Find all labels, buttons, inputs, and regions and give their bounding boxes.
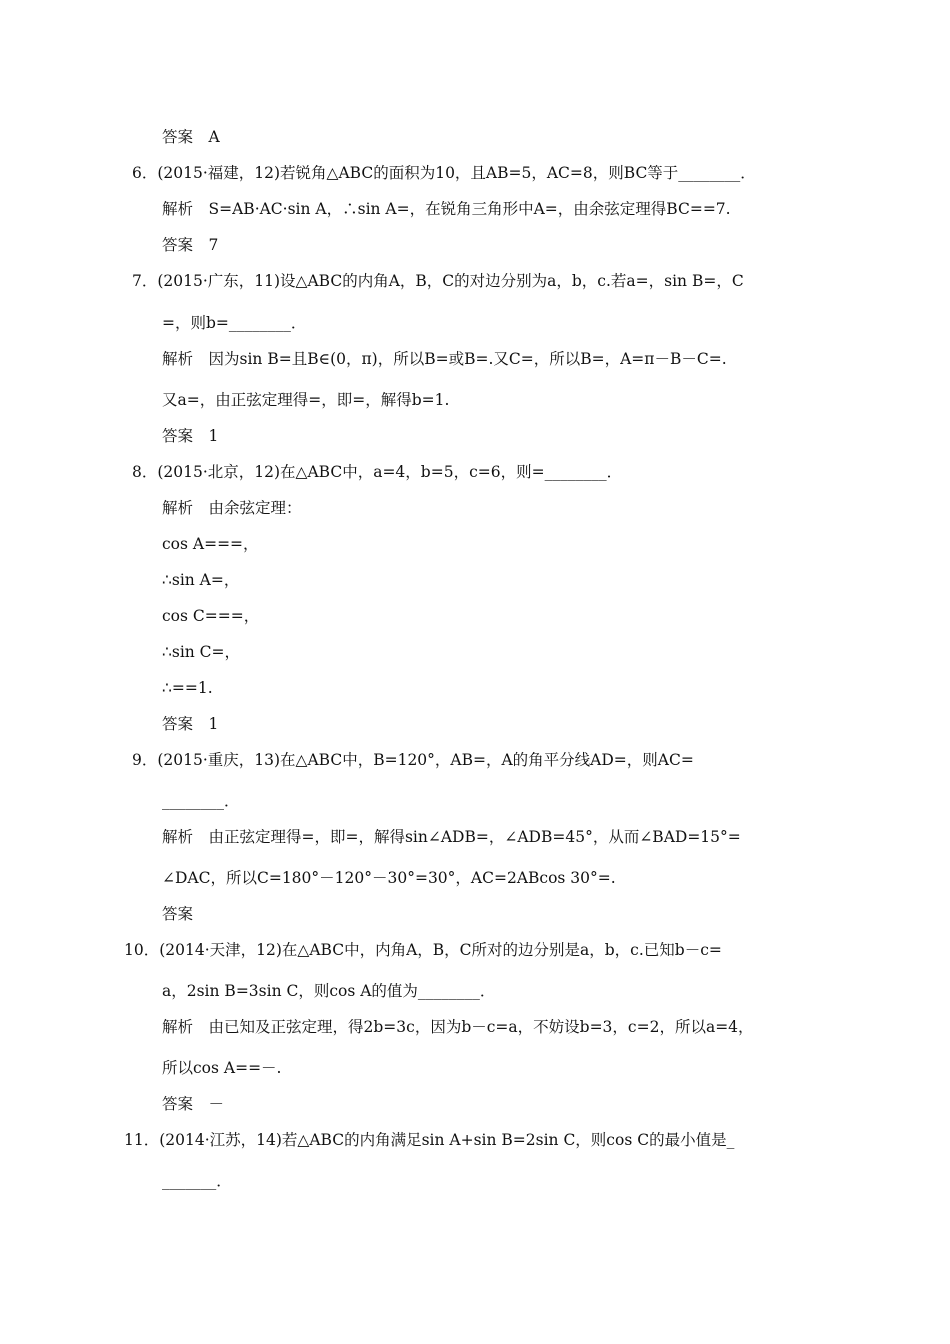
solution-8-line-2: cos A===， xyxy=(162,535,259,553)
answer-6: 答案 7 xyxy=(162,236,219,254)
question-6: 6．(2015·福建，12)若锐角△ABC的面积为10，且AB=5，AC=8，则BC等于________． xyxy=(132,164,756,182)
question-10-line-1: 10．(2014·天津，12)在△ABC中，内角A，B，C所对的边分别是a，b，c.已知b－c= xyxy=(124,941,722,959)
question-11-line-2: _______． xyxy=(162,1172,232,1190)
solution-7-line-2: 又a=，由正弦定理得=，即=，解得b=1. xyxy=(162,391,450,409)
solution-6: 解析 S=AB·AC·sin A，∴sin A=，在锐角三角形中A=，由余弦定理得BC==7. xyxy=(162,200,731,218)
solution-7-line-1: 解析 因为sin B=且B∈(0，π)，所以B=或B=.又C=，所以B=，A=π－B－C=. xyxy=(162,350,727,368)
question-10-line-2: a，2sin B=3sin C，则cos A的值为________． xyxy=(162,982,496,1000)
solution-8-line-6: ∴==1. xyxy=(162,679,213,697)
question-9-line-2: ________． xyxy=(162,792,240,810)
question-8: 8．(2015·北京，12)在△ABC中，a=4，b=5，c=6，则=________． xyxy=(132,463,623,481)
question-7-line-1: 7．(2015·广东，11)设△ABC的内角A，B，C的对边分别为a，b，c.若a=，sin B=，C xyxy=(132,272,744,290)
answer-8: 答案 1 xyxy=(162,715,219,733)
answer-10: 答案 － xyxy=(162,1095,225,1113)
solution-10-line-2: 所以cos A==－. xyxy=(162,1059,282,1077)
solution-8-line-5: ∴sin C=， xyxy=(162,643,241,661)
question-9-line-1: 9．(2015·重庆，13)在△ABC中，B=120°，AB=，A的角平分线AD=，则AC= xyxy=(132,751,694,769)
answer-5: 答案 A xyxy=(162,128,220,146)
solution-9-line-1: 解析 由正弦定理得=，即=，解得sin∠ADB=，∠ADB=45°，从而∠BAD=15°= xyxy=(162,828,741,846)
answer-7: 答案 1 xyxy=(162,427,219,445)
solution-8-line-3: ∴sin A=， xyxy=(162,571,240,589)
question-11-line-1: 11．(2014·江苏，14)若△ABC的内角满足sin A+sin B=2sin C，则cos C的最小值是_ xyxy=(124,1131,735,1149)
solution-10-line-1: 解析 由已知及正弦定理，得2b=3c，因为b－c=a，不妨设b=3，c=2，所以a=4， xyxy=(162,1018,754,1036)
question-7-line-2: =，则b=________． xyxy=(162,314,307,332)
solution-8-line-4: cos C===， xyxy=(162,607,260,625)
solution-9-line-2: ∠DAC，所以C=180°－120°－30°=30°，AC=2ABcos 30°=. xyxy=(162,869,616,887)
answer-9: 答案 xyxy=(162,905,194,923)
solution-8-line-1: 解析 由余弦定理： xyxy=(162,499,302,517)
